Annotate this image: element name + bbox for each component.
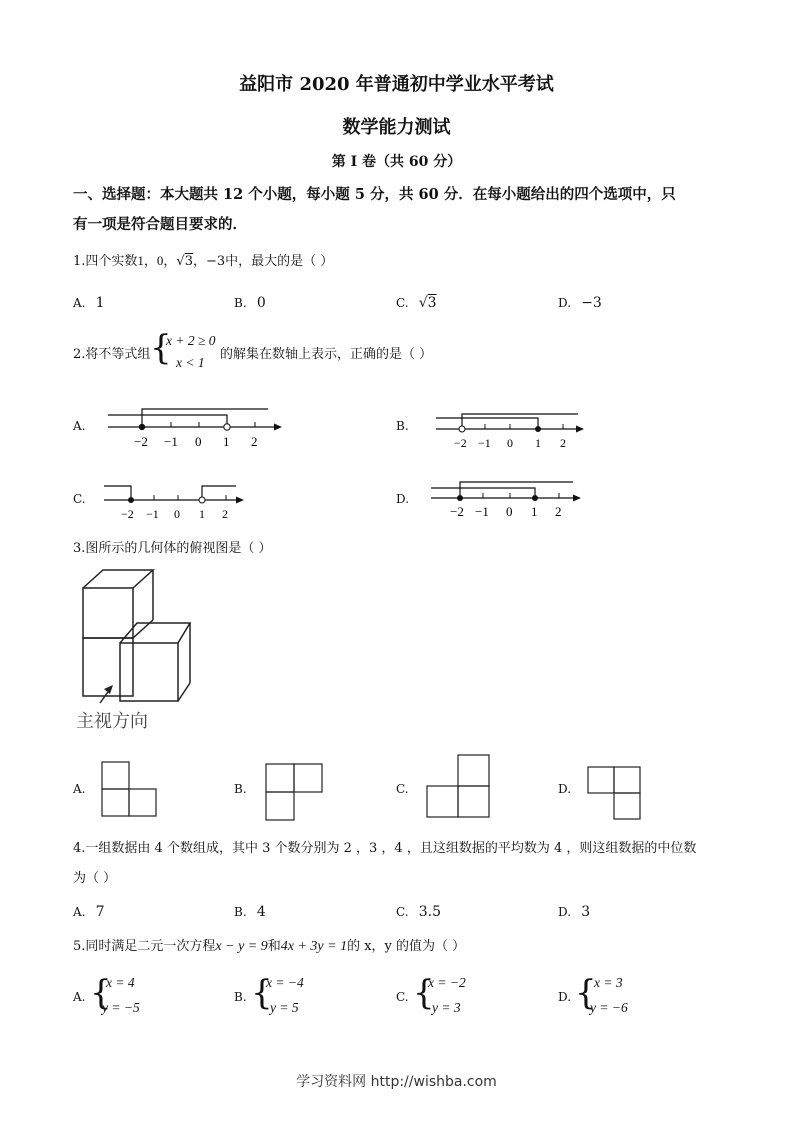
q2-numberline-d[interactable] bbox=[425, 474, 590, 524]
q5-option-d-brace: { bbox=[575, 973, 597, 1013]
q3-option-c-label[interactable]: C. bbox=[396, 782, 409, 796]
q5-option-d-line1[interactable]: x = 3 bbox=[594, 975, 623, 990]
section-heading-line1: 一、选择题：本大题共 12 个小题，每小题 5 分，共 60 分．在每小题给出的四个选项中，只 bbox=[73, 186, 676, 203]
q5-option-a-label[interactable]: A. bbox=[73, 990, 86, 1004]
footer-watermark[interactable]: 学习资料网 http://wishba.com bbox=[296, 1074, 497, 1090]
q5-option-c-label[interactable]: C. bbox=[396, 990, 409, 1004]
q4-option-a[interactable]: A. 7 bbox=[73, 904, 105, 920]
svg-text:1: 1 bbox=[223, 434, 230, 449]
svg-text:2: 2 bbox=[222, 507, 228, 521]
svg-text:−1: −1 bbox=[164, 434, 178, 449]
q5-option-b-label[interactable]: B. bbox=[234, 990, 247, 1004]
q5-option-c-line1[interactable]: x = −2 bbox=[428, 975, 466, 990]
q5-option-d-label[interactable]: D. bbox=[558, 990, 572, 1004]
q3-option-d-label[interactable]: D. bbox=[558, 782, 572, 796]
q1-text-b: 1，0， bbox=[137, 253, 177, 268]
q2-brace: { bbox=[150, 328, 172, 368]
part-heading: 第 I 卷（共 60 分） bbox=[331, 154, 462, 170]
q1-option-b[interactable]: B. 0 bbox=[234, 295, 266, 311]
q3-option-c-figure[interactable] bbox=[425, 753, 495, 823]
svg-text:0: 0 bbox=[174, 507, 180, 521]
q2-prefix: 2.将不等式组 bbox=[73, 347, 151, 362]
q5-eq2: 4x + 3y = 1 bbox=[280, 939, 348, 954]
q1-option-d[interactable]: D. −3 bbox=[558, 295, 602, 311]
q2-option-c-label[interactable]: C. bbox=[73, 492, 86, 506]
q1-option-c[interactable]: C. √3 bbox=[396, 295, 437, 311]
page-title: 益阳市 2020 年普通初中学业水平考试 bbox=[239, 74, 554, 95]
q3-option-d-figure[interactable] bbox=[586, 765, 646, 825]
q5-option-d-line2[interactable]: y = −6 bbox=[590, 1000, 628, 1015]
q2-ineq2: x < 1 bbox=[176, 355, 205, 370]
q5-option-a-line1[interactable]: x = 4 bbox=[106, 975, 135, 990]
svg-text:2: 2 bbox=[251, 434, 258, 449]
svg-text:1: 1 bbox=[199, 507, 205, 521]
q1-option-a[interactable]: A. 1 bbox=[73, 295, 105, 311]
svg-text:1: 1 bbox=[535, 436, 541, 450]
q3-option-b-label[interactable]: B. bbox=[234, 782, 247, 796]
q5-option-b-line1[interactable]: x = −4 bbox=[266, 975, 304, 990]
svg-text:−1: −1 bbox=[475, 504, 489, 519]
svg-text:−1: −1 bbox=[146, 507, 159, 521]
question-5 bbox=[73, 935, 465, 955]
page-subtitle: 数学能力测试 bbox=[342, 117, 451, 138]
q5-option-a-line2[interactable]: y = −5 bbox=[102, 1000, 140, 1015]
svg-text:−1: −1 bbox=[478, 436, 491, 450]
q5-option-a-brace: { bbox=[90, 973, 112, 1013]
q4-option-d[interactable]: D. 3 bbox=[558, 904, 591, 920]
q1-sqrt: √3 bbox=[176, 254, 193, 269]
q5-mid: 和 bbox=[267, 939, 281, 954]
q3-view-label: 主视方向 bbox=[76, 711, 148, 732]
question-3: 3.图所示的几何体的俯视图是（ ） bbox=[73, 541, 272, 556]
q2-numberline-b[interactable] bbox=[430, 404, 590, 454]
question-4-line1: 4.一组数据由 4 个数组成，其中 3 个数分别为 2 ，3 ，4 ，且这组数据的平均数为 4 ，则这组数据的中位数 bbox=[73, 841, 697, 856]
svg-text:−2: −2 bbox=[121, 507, 134, 521]
q3-option-b-figure[interactable] bbox=[264, 762, 328, 822]
svg-text:1: 1 bbox=[531, 504, 538, 519]
q2-option-d-label[interactable]: D. bbox=[396, 492, 410, 506]
question-4-line2: 为（ ） bbox=[73, 871, 117, 886]
q1-text-d: 中，最大的是（ ） bbox=[225, 254, 334, 269]
q3-solid-figure bbox=[70, 565, 200, 740]
question-1 bbox=[73, 250, 333, 269]
q3-option-a-label[interactable]: A. bbox=[73, 782, 86, 796]
q2-option-a-label[interactable]: A. bbox=[73, 419, 86, 433]
q1-text-a: 1.四个实数 bbox=[73, 254, 138, 269]
q2-ineq1: x + 2 ≥ 0 bbox=[166, 333, 216, 348]
q5-option-b-line2[interactable]: y = 5 bbox=[270, 1000, 299, 1015]
q3-option-a-figure[interactable] bbox=[100, 760, 160, 820]
q2-numberline-c[interactable] bbox=[100, 478, 250, 526]
svg-text:−2: −2 bbox=[450, 504, 464, 519]
q4-option-b[interactable]: B. 4 bbox=[234, 904, 266, 920]
svg-text:0: 0 bbox=[195, 434, 202, 449]
q5-option-c-brace: { bbox=[413, 973, 435, 1013]
svg-text:0: 0 bbox=[507, 436, 513, 450]
q4-option-c[interactable]: C. 3.5 bbox=[396, 904, 442, 920]
svg-text:−2: −2 bbox=[454, 436, 467, 450]
section-heading-line2: 有一项是符合题目要求的． bbox=[73, 216, 247, 233]
q5-prefix: 5.同时满足二元一次方程 bbox=[73, 939, 216, 954]
q5-eq1: x − y = 9 bbox=[215, 939, 268, 954]
svg-text:−2: −2 bbox=[134, 434, 148, 449]
q2-suffix: 的解集在数轴上表示，正确的是（ ） bbox=[220, 347, 433, 362]
svg-text:2: 2 bbox=[555, 504, 562, 519]
q2-option-b-label[interactable]: B. bbox=[396, 419, 409, 433]
q5-option-c-line2[interactable]: y = 3 bbox=[432, 1000, 461, 1015]
q2-numberline-a[interactable] bbox=[100, 400, 290, 455]
q5-option-b-brace: { bbox=[251, 973, 273, 1013]
q5-suffix: 的 x，y 的值为（ ） bbox=[347, 939, 466, 954]
svg-text:0: 0 bbox=[506, 504, 513, 519]
svg-text:2: 2 bbox=[560, 436, 566, 450]
q1-text-c: ，−3 bbox=[193, 254, 226, 269]
